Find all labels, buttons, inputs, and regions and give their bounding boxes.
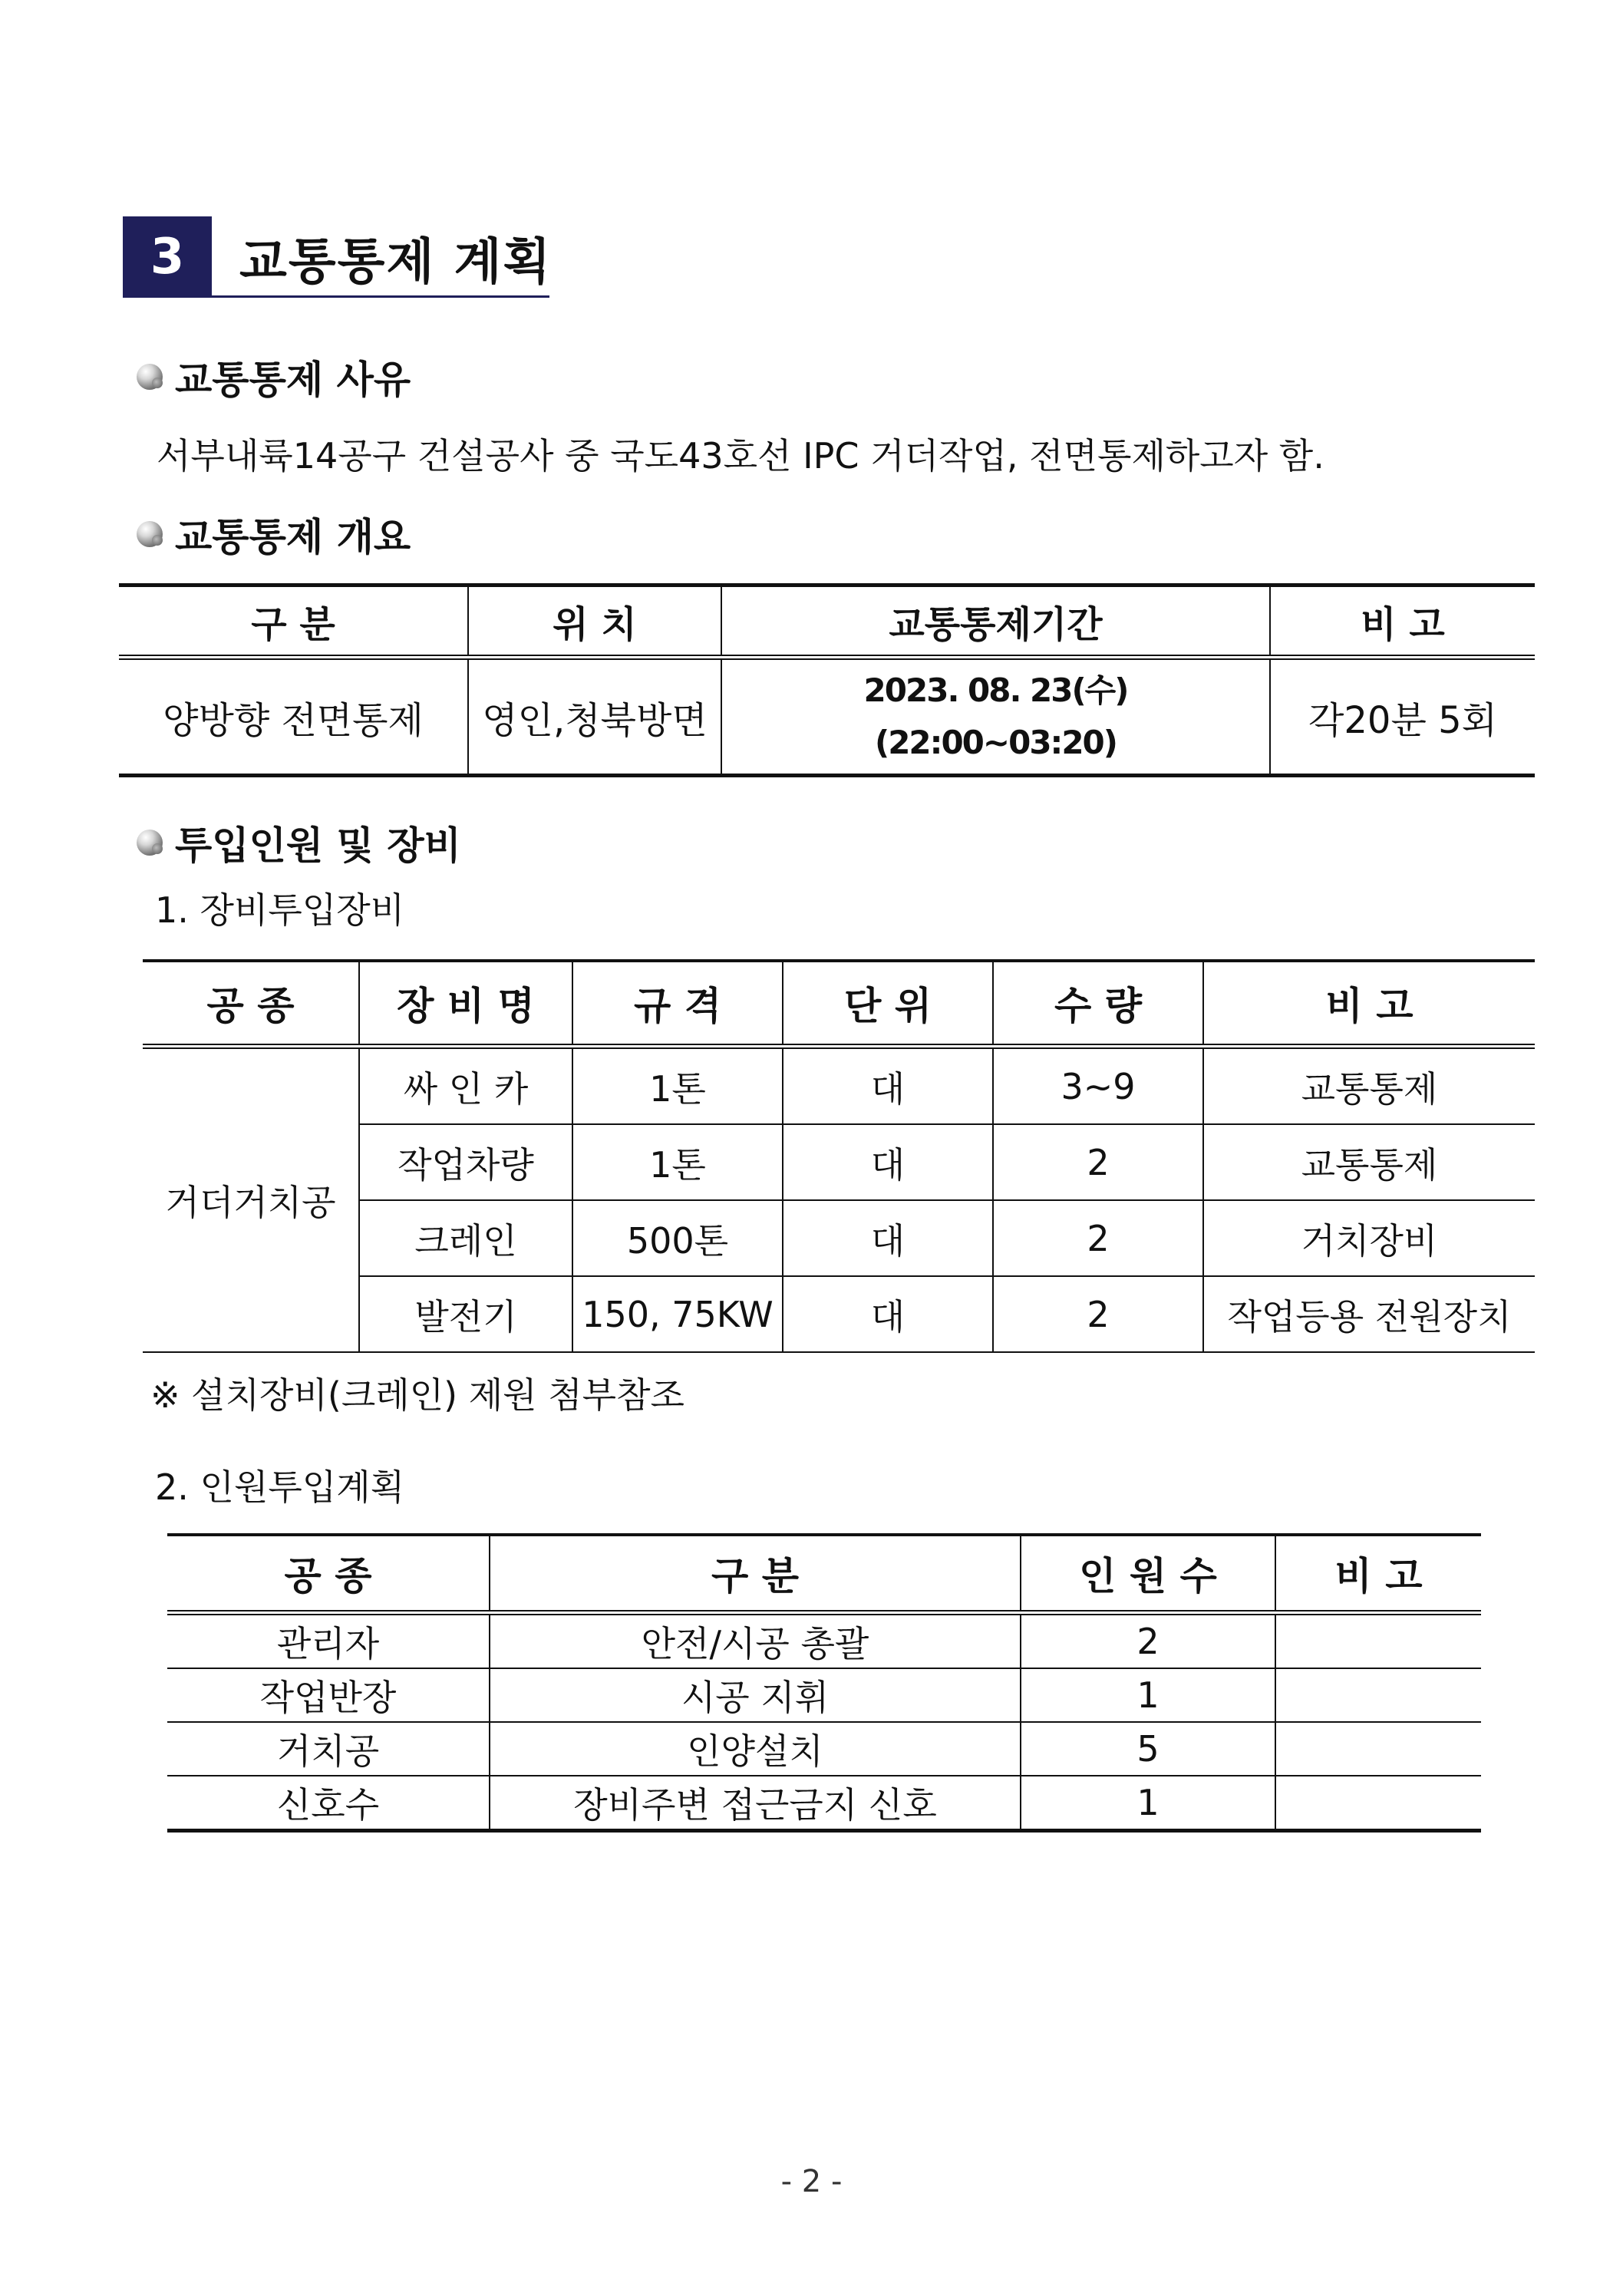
header-cell: 비 고 [1203,961,1535,1047]
personnel-role: 작업반장 [167,1668,490,1722]
header-cell: 장 비 명 [359,961,572,1047]
equipment-name: 발전기 [359,1276,572,1352]
work-group: 거더거치공 [143,1047,359,1353]
equipment-spec: 150, 75KW [572,1276,783,1352]
table-header-row [119,586,1535,658]
header-cell: 공 종 [167,1535,490,1613]
equipment-subheading: 1. 장비투입장비 [155,889,405,931]
personnel-count: 1 [1021,1668,1275,1722]
personnel-duty: 장비주변 접근금지 신호 [490,1776,1021,1831]
header-cell: 규 격 [572,961,783,1047]
control-location: 영인,청북방면 [468,658,721,776]
header-cell: 비 고 [1270,586,1535,658]
overview-heading-text: 교통통제 개요 [175,515,411,559]
sphere-bullet-icon [137,830,163,856]
equipment-qty: 2 [993,1276,1203,1352]
header-cell: 비 고 [1275,1535,1481,1613]
control-period [721,658,1270,776]
header-cell: 단 위 [783,961,993,1047]
reason-text: 서부내륙14공구 건설공사 중 국도43호선 IPC 거더작업, 전면통제하고자 함. [157,435,1324,477]
equipment-name: 크레인 [359,1200,572,1276]
table-row [167,1722,1481,1776]
section-title: 교통통제 계획 [239,234,553,291]
equipment-qty: 3~9 [993,1047,1203,1125]
section-underline [212,295,549,298]
reason-heading [137,349,411,404]
header-cell: 구 분 [490,1535,1021,1613]
equipment-spec: 500톤 [572,1200,783,1276]
sphere-bullet-icon [137,364,163,390]
equipment-unit: 대 [783,1124,993,1200]
personnel-role: 관리자 [167,1613,490,1669]
table-header-row [143,961,1535,1047]
personnel-note [1275,1722,1481,1776]
header-cell: 교통통제기간 [721,586,1270,658]
sphere-bullet-icon [137,521,163,547]
resources-heading [137,815,461,870]
personnel-count: 5 [1021,1722,1275,1776]
table-row [167,1613,1481,1669]
personnel-role: 거치공 [167,1722,490,1776]
personnel-role: 신호수 [167,1776,490,1831]
table-row [143,1047,1535,1125]
personnel-duty: 인양설치 [490,1722,1021,1776]
equipment-spec: 1톤 [572,1047,783,1125]
control-date: 2023. 08. 23(수) [863,671,1128,709]
overview-table [119,583,1535,777]
equipment-name: 싸 인 카 [359,1047,572,1125]
table-row [167,1668,1481,1722]
personnel-table [167,1533,1481,1833]
control-type: 양방향 전면통제 [163,698,424,742]
equipment-qty: 2 [993,1124,1203,1200]
personnel-note [1275,1613,1481,1669]
resources-heading-text: 투입인원 및 장비 [175,823,461,868]
equipment-name: 작업차량 [359,1124,572,1200]
header-cell: 구 분 [119,586,468,658]
equipment-note-text: ※ 설치장비(크레인) 제원 첨부참조 [150,1374,684,1416]
table-header-row [167,1535,1481,1613]
equipment-unit: 대 [783,1276,993,1352]
personnel-note [1275,1776,1481,1831]
page-number: - 2 - [780,2164,843,2199]
equipment-qty: 2 [993,1200,1203,1276]
equipment-unit: 대 [783,1200,993,1276]
personnel-duty: 안전/시공 총괄 [490,1613,1021,1669]
equipment-note: 교통통제 [1203,1047,1535,1125]
section-number: 3 [123,216,212,298]
equipment-note: 교통통제 [1203,1124,1535,1200]
header-cell: 수 량 [993,961,1203,1047]
personnel-count: 1 [1021,1776,1275,1831]
equipment-note: 작업등용 전원장치 [1203,1276,1535,1352]
personnel-note [1275,1668,1481,1722]
personnel-duty: 시공 지휘 [490,1668,1021,1722]
personnel-count: 2 [1021,1613,1275,1669]
control-time: (22:00~03:20) [875,724,1117,761]
table-row [167,1776,1481,1831]
control-note: 각20분 5회 [1270,658,1535,776]
equipment-spec: 1톤 [572,1124,783,1200]
equipment-table [143,959,1535,1353]
overview-heading [137,506,411,562]
header-cell: 인 원 수 [1021,1535,1275,1613]
header-cell: 위 치 [468,586,721,658]
equipment-unit: 대 [783,1047,993,1125]
header-cell: 공 종 [143,961,359,1047]
equipment-note: 거치장비 [1203,1200,1535,1276]
reason-heading-text: 교통통제 사유 [175,358,411,402]
table-row [119,658,1535,776]
personnel-subheading: 2. 인원투입계획 [155,1466,405,1508]
